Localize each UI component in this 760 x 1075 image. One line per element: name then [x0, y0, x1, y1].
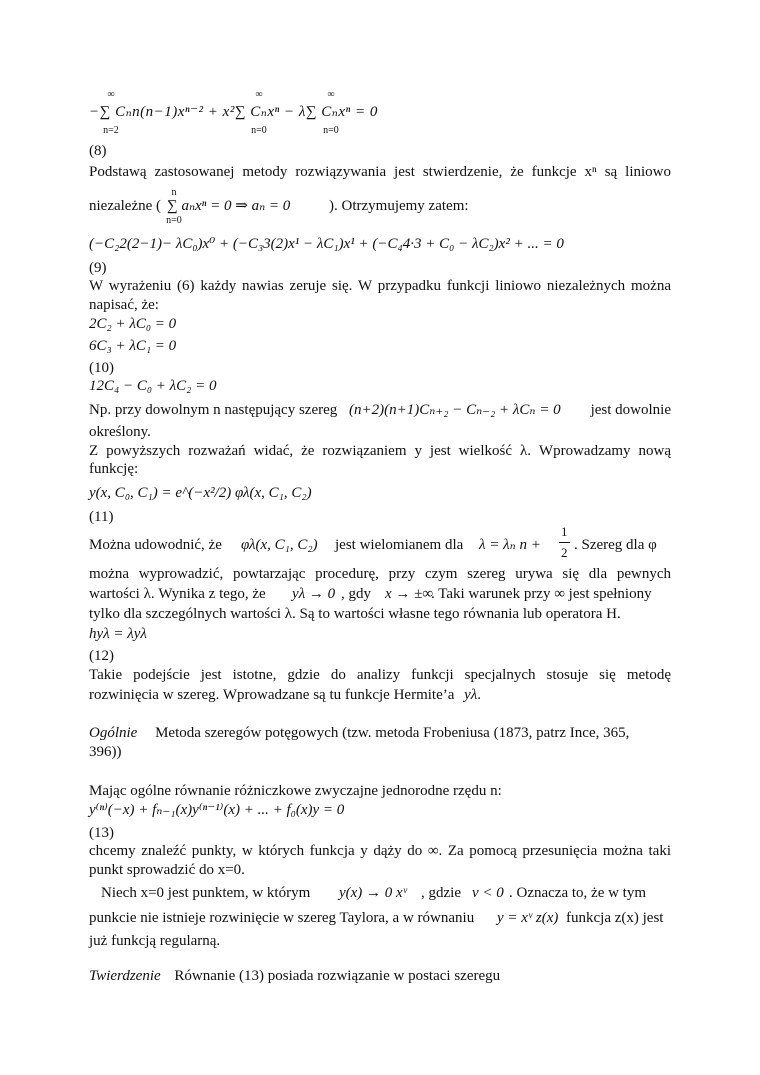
paragraph-line: Mając ogólne równanie różniczkowe zwyczajne jednorodne rzędu n: — [89, 783, 502, 799]
equation-11: y(x, C₀, C₁) = e^(−x²/2) φλ(x, C₁, C₂) — [89, 485, 312, 501]
paragraph-text: funkcja z(x) jest — [566, 910, 664, 926]
theorem-line — [89, 966, 671, 986]
equation-12: hyλ = λyλ — [89, 626, 147, 642]
fraction-bar — [559, 542, 570, 543]
sum-limit-bottom: n=0 — [251, 125, 267, 136]
inline-math: yλ — [464, 687, 478, 703]
section-heading-line — [89, 723, 671, 743]
equation-10-line: 2C₂ + λC₀ = 0 — [89, 316, 177, 332]
paragraph-text: niezależne ( — [89, 198, 162, 214]
equation-13: y⁽ⁿ⁾(−x) + fₙ₋₁(x)y⁽ⁿ⁻¹⁾(x) + ... + f₀(x)y = 0 — [89, 802, 345, 818]
paragraph-line: tylko dla szczególnych wartości λ. Są to wartości własne tego równania lub operatora H. — [89, 606, 621, 622]
paragraph-text: Metoda szeregów potęgowych (tzw. metoda Frobeniusa (1873, patrz Ince, 365, — [155, 725, 630, 741]
paragraph-line — [89, 685, 671, 705]
paragraph-line — [89, 525, 671, 563]
paragraph-text: . Oznacza to, że w tym — [509, 885, 647, 901]
equation-8 — [89, 88, 671, 138]
equation-10-line: 12C₄ − C₀ + λC₂ = 0 — [89, 378, 217, 394]
sum-limit-bottom: n=0 — [166, 215, 182, 226]
paragraph-line: funkcję: — [89, 461, 139, 477]
paragraph-line — [89, 186, 671, 226]
fraction-numerator: 1 — [561, 524, 568, 539]
sum-limit-bottom: n=0 — [323, 125, 339, 136]
paragraph-text: . Szereg dla φ — [574, 537, 657, 553]
paragraph-text: , gdzie — [421, 885, 461, 901]
paragraph-text: punkcie nie istnieje rozwinięcie w szereg Taylora, a w równaniu — [89, 910, 475, 926]
paragraph-text: , gdy — [341, 586, 371, 602]
theorem-text: Równanie (13) posiada rozwiązanie w postaci szeregu — [174, 968, 501, 984]
equation-number: (9) — [89, 260, 107, 276]
equation-number: (10) — [89, 360, 114, 376]
inline-math: φλ(x, C₁, C₂) — [241, 537, 318, 553]
paragraph-line: określony. — [89, 424, 151, 440]
paragraph-text: rozwinięcia w szereg. Wprowadzane są tu funkcje Hermite’a — [89, 687, 455, 703]
paragraph-line: można wyprowadzić, powtarzając procedurę, przy czym szereg urywa się dla pewnych — [89, 566, 671, 582]
paragraph-line: Podstawą zastosowanej metody rozwiązywania jest stwierdzenie, że funkcje xⁿ są liniowo — [89, 164, 671, 180]
section-label: Ogólnie — [89, 725, 138, 741]
fraction-denominator: 2 — [561, 545, 568, 560]
paragraph-text: jest dowolnie — [590, 402, 671, 418]
sum-limit-top: ∞ — [107, 89, 115, 100]
equation-number: (13) — [89, 825, 114, 841]
paragraph-text: ). Otrzymujemy zatem: — [329, 198, 469, 214]
inline-math: yλ → 0 — [292, 586, 336, 602]
paragraph-line: już funkcją regularną. — [89, 933, 221, 949]
paragraph-line — [89, 400, 671, 420]
paragraph-text: Np. przy dowolnym n następujący szereg — [89, 402, 338, 418]
paragraph-text: Niech x=0 jest punktem, w którym — [101, 885, 311, 901]
inline-math: (n+2)(n+1)Cₙ₊₂ − Cₙ₋₂ + λCₙ = 0 — [349, 402, 561, 418]
theorem-label: Twierdzenie — [89, 968, 161, 984]
equation-number: (8) — [89, 143, 107, 159]
inline-math: ν < 0 — [472, 885, 504, 901]
equation-10-line: 6C₃ + λC₁ = 0 — [89, 338, 177, 354]
paragraph-line: punkt sprowadzić do x=0. — [89, 862, 245, 878]
inline-math: x → ±∞ — [385, 586, 434, 602]
paragraph-line: W wyrażeniu (6) każdy nawias zeruje się. W przypadku funkcji liniowo niezależnych można — [89, 278, 671, 294]
paragraph-text: Można udowodnić, że — [89, 537, 222, 553]
paragraph-text: . Taki warunek przy ∞ jest spełniony — [431, 586, 652, 602]
equation-9: (−C₂2(2−1)− λC₀)x⁰ + (−C₃3(2)x¹ − λC₁)x¹ + (−C₄4·3 + C₀ − λC₂)x² + ... = 0 — [89, 236, 564, 252]
paragraph-text: jest wielomianem dla — [335, 537, 464, 553]
equation-8-formula: −∑ Cₙn(n−1)xⁿ⁻² + x²∑ Cₙxⁿ − λ∑ Cₙxⁿ = 0 — [89, 104, 378, 120]
inline-math: y = xᵛ z(x) — [497, 910, 559, 926]
paragraph-line: chcemy znaleźć punkty, w których funkcja y dąży do ∞. Za pomocą przesunięcia można taki — [89, 843, 671, 859]
paragraph-text: . — [477, 687, 482, 703]
paragraph-line: 396)) — [89, 744, 122, 760]
paragraph-line: Z powyższych rozważań widać, że rozwiązaniem y jest wielkość λ. Wprowadzamy nową — [89, 443, 671, 459]
inline-math: λ = λₙ n + — [479, 537, 541, 553]
inline-math: y(x) → 0 xᵛ — [339, 885, 407, 901]
equation-number: (11) — [89, 509, 114, 525]
paragraph-text: wartości λ. Wynika z tego, że — [89, 586, 266, 602]
sum-limit-top: n — [171, 187, 177, 198]
sum-limit-top: ∞ — [327, 89, 335, 100]
equation-number: (12) — [89, 648, 114, 664]
paragraph-line: Takie podejście jest istotne, gdzie do analizy funkcji specjalnych stosuje się metodę — [89, 667, 671, 683]
paragraph-line: napisać, że: — [89, 297, 159, 313]
sum-limit-bottom: n=2 — [103, 125, 119, 136]
inline-math: ∑ aₙxⁿ = 0 ⇒ aₙ = 0 — [167, 198, 291, 214]
sum-limit-top: ∞ — [255, 89, 263, 100]
